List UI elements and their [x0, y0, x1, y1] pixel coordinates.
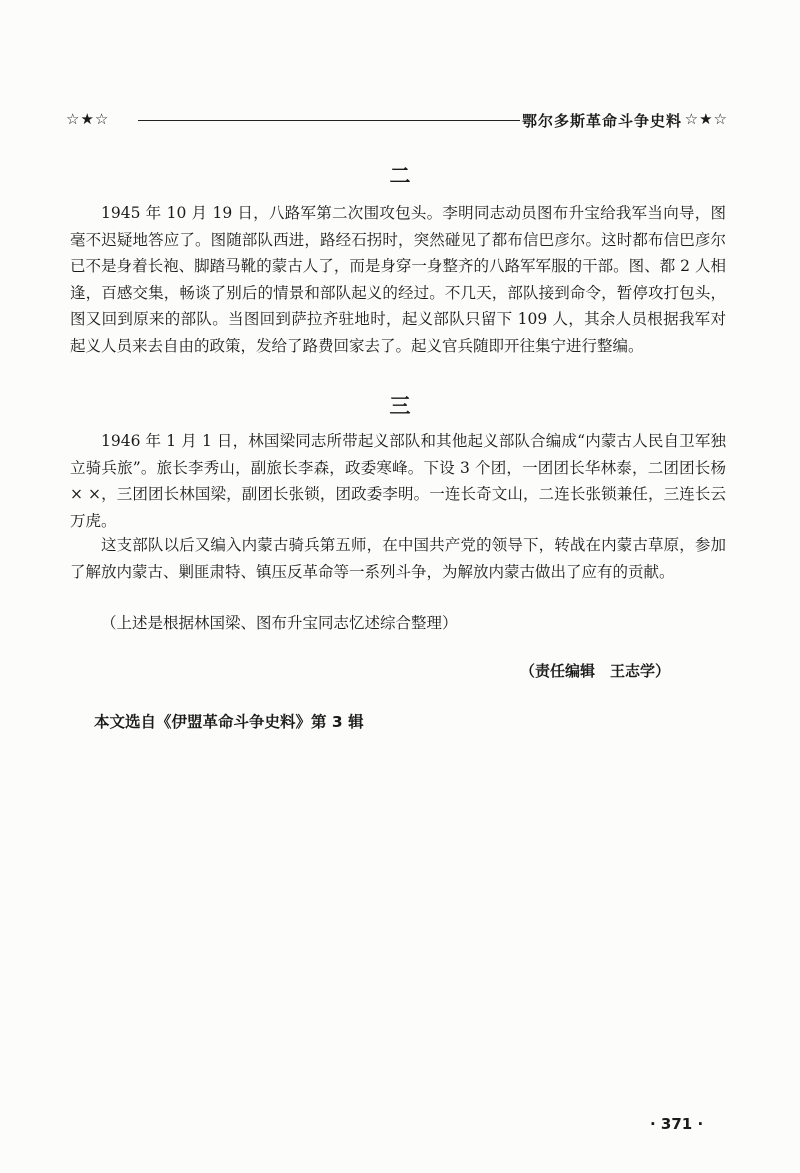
decorative-stars-left: ☆★☆: [66, 110, 110, 128]
running-title: 鄂尔多斯革命斗争史料: [522, 112, 683, 130]
responsible-editor: （责任编辑 王志学）: [520, 662, 671, 680]
section-3-paragraph-1: 1946 年 1 月 1 日，林国梁同志所带起义部队和其他起义部队合编成“内蒙古人民自卫军独立骑兵旅”。旅长李秀山，副旅长李森，政委寒峰。下设 3 个团，一团团长华林泰，二团团长杨 × ×，三团团长林国梁，副团长张锁，团政委李明。一连长奇文山，二连长张锁兼任，三连长云万虎。: [70, 432, 726, 530]
decorative-stars-right: ☆★☆: [684, 110, 728, 128]
running-header: [66, 110, 730, 134]
section-2-paragraph: 1945 年 10 月 19 日，八路军第二次围攻包头。李明同志动员图布升宝给我军当向导，图毫不迟疑地答应了。图随部队西进，路经石拐时，突然碰见了都布信巴彦尔。这时都布信巴彦尔已不是身着长袍、脚踏马靴的蒙古人了，而是身穿一身整齐的八路军军服的干部。图、都 2 人相逢，百感交集，畅谈了别后的情景和部队起义的经过。不几天，部队接到命令，暂停攻打包头，图又回到原来的部队。当图回到萨拉齐驻地时，起义部队只留下 109 人，其余人员根据我军对起义人员来去自由的政策，发给了路费回家去了。起义官兵随即开往集宁进行整编。: [70, 204, 726, 355]
section-heading-3: 三: [389, 394, 411, 418]
page-number: · 371 ·: [650, 1115, 704, 1133]
article-source: 本文选自《伊盟革命斗争史料》第 3 辑: [94, 713, 364, 731]
source-note: （上述是根据林国梁、图布升宝同志忆述综合整理）: [101, 614, 458, 632]
section-3-paragraph-2: 这支部队以后又编入内蒙古骑兵第五师，在中国共产党的领导下，转战在内蒙古草原，参加了解放内蒙古、剿匪肃特、镇压反革命等一系列斗争，为解放内蒙古做出了应有的贡献。: [70, 536, 726, 581]
header-rule: [138, 120, 520, 121]
section-heading-2: 二: [389, 164, 411, 188]
